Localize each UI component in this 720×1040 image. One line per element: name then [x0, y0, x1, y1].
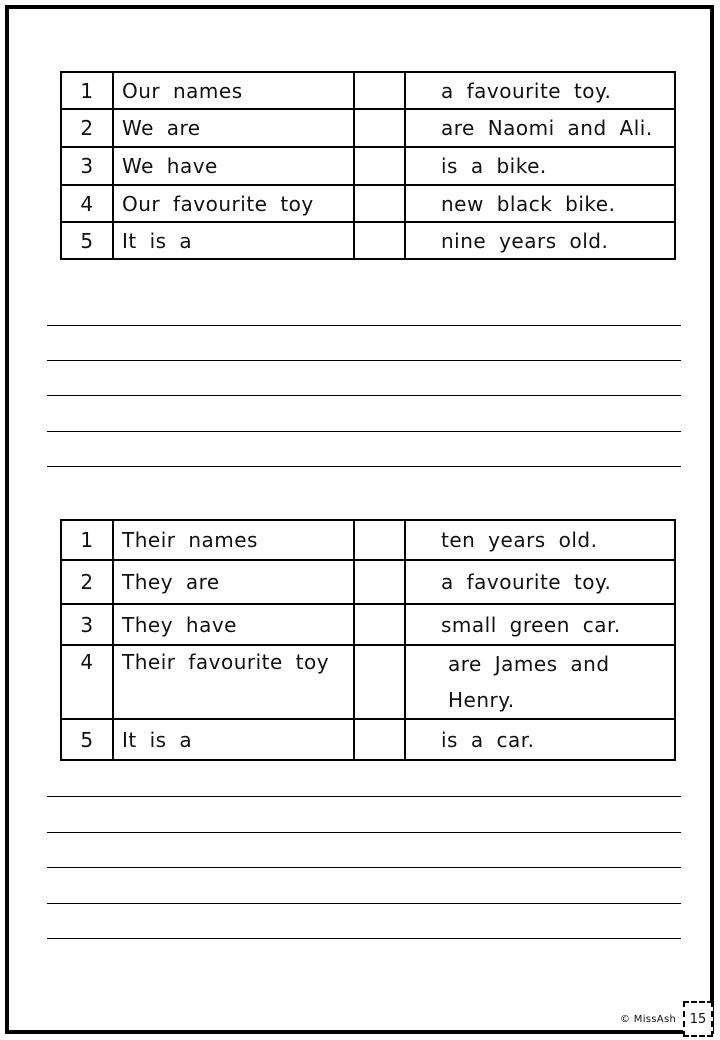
row-number: 3 — [61, 604, 113, 645]
writing-line[interactable] — [47, 796, 681, 797]
answer-box[interactable] — [354, 520, 405, 560]
writing-line[interactable] — [47, 395, 681, 396]
table-row — [61, 719, 675, 760]
copyright-notice: © MissAsh — [620, 1014, 677, 1025]
sentence-end: small green car. — [405, 604, 675, 645]
answer-box[interactable] — [354, 719, 405, 760]
row-number: 4 — [61, 645, 113, 719]
row-number: 5 — [61, 719, 113, 760]
row-number: 5 — [61, 222, 113, 259]
sentence-end-line: are James and — [448, 652, 610, 676]
sentence-start: We have — [113, 147, 354, 185]
sentence-start: Our names — [113, 72, 354, 109]
answer-box[interactable] — [354, 604, 405, 645]
sentence-start: They are — [113, 560, 354, 604]
table-row — [61, 222, 675, 259]
table-row — [61, 109, 675, 147]
sentence-end: is a car. — [405, 719, 675, 760]
table-row — [61, 520, 675, 560]
writing-line[interactable] — [47, 431, 681, 432]
answer-box[interactable] — [354, 645, 405, 719]
row-number: 4 — [61, 185, 113, 222]
sentence-end-line: Henry. — [448, 688, 515, 712]
answer-box[interactable] — [354, 72, 405, 109]
sentence-start: Their names — [113, 520, 354, 560]
answer-box[interactable] — [354, 147, 405, 185]
row-number: 2 — [61, 109, 113, 147]
sentence-end: a favourite toy. — [405, 560, 675, 604]
writing-line[interactable] — [47, 867, 681, 868]
table-row — [61, 72, 675, 109]
answer-box[interactable] — [354, 560, 405, 604]
row-number: 1 — [61, 520, 113, 560]
sentence-start: We are — [113, 109, 354, 147]
table-row — [61, 604, 675, 645]
writing-line[interactable] — [47, 325, 681, 326]
sentence-start: Their favourite toy — [113, 645, 354, 719]
table-row — [61, 185, 675, 222]
row-number: 2 — [61, 560, 113, 604]
sentence-end: a favourite toy. — [405, 72, 675, 109]
writing-line[interactable] — [47, 832, 681, 833]
sentence-end: are Naomi and Ali. — [405, 109, 675, 147]
sentence-start: Our favourite toy — [113, 185, 354, 222]
sentence-start: It is a — [113, 222, 354, 259]
writing-line[interactable] — [47, 903, 681, 904]
answer-box[interactable] — [354, 185, 405, 222]
writing-line[interactable] — [47, 360, 681, 361]
matching-table-1 — [60, 71, 676, 260]
sentence-start: They have — [113, 604, 354, 645]
sentence-end — [405, 645, 675, 719]
sentence-start: It is a — [113, 719, 354, 760]
sentence-end: nine years old. — [405, 222, 675, 259]
table-row — [61, 560, 675, 604]
answer-box[interactable] — [354, 109, 405, 147]
table-row — [61, 645, 675, 719]
matching-table-2 — [60, 519, 676, 761]
table-row — [61, 147, 675, 185]
row-number: 1 — [61, 72, 113, 109]
row-number: 3 — [61, 147, 113, 185]
writing-line[interactable] — [47, 466, 681, 467]
page-number: 15 — [683, 1001, 713, 1037]
sentence-end: is a bike. — [405, 147, 675, 185]
sentence-end: new black bike. — [405, 185, 675, 222]
sentence-end: ten years old. — [405, 520, 675, 560]
writing-line[interactable] — [47, 938, 681, 939]
answer-box[interactable] — [354, 222, 405, 259]
